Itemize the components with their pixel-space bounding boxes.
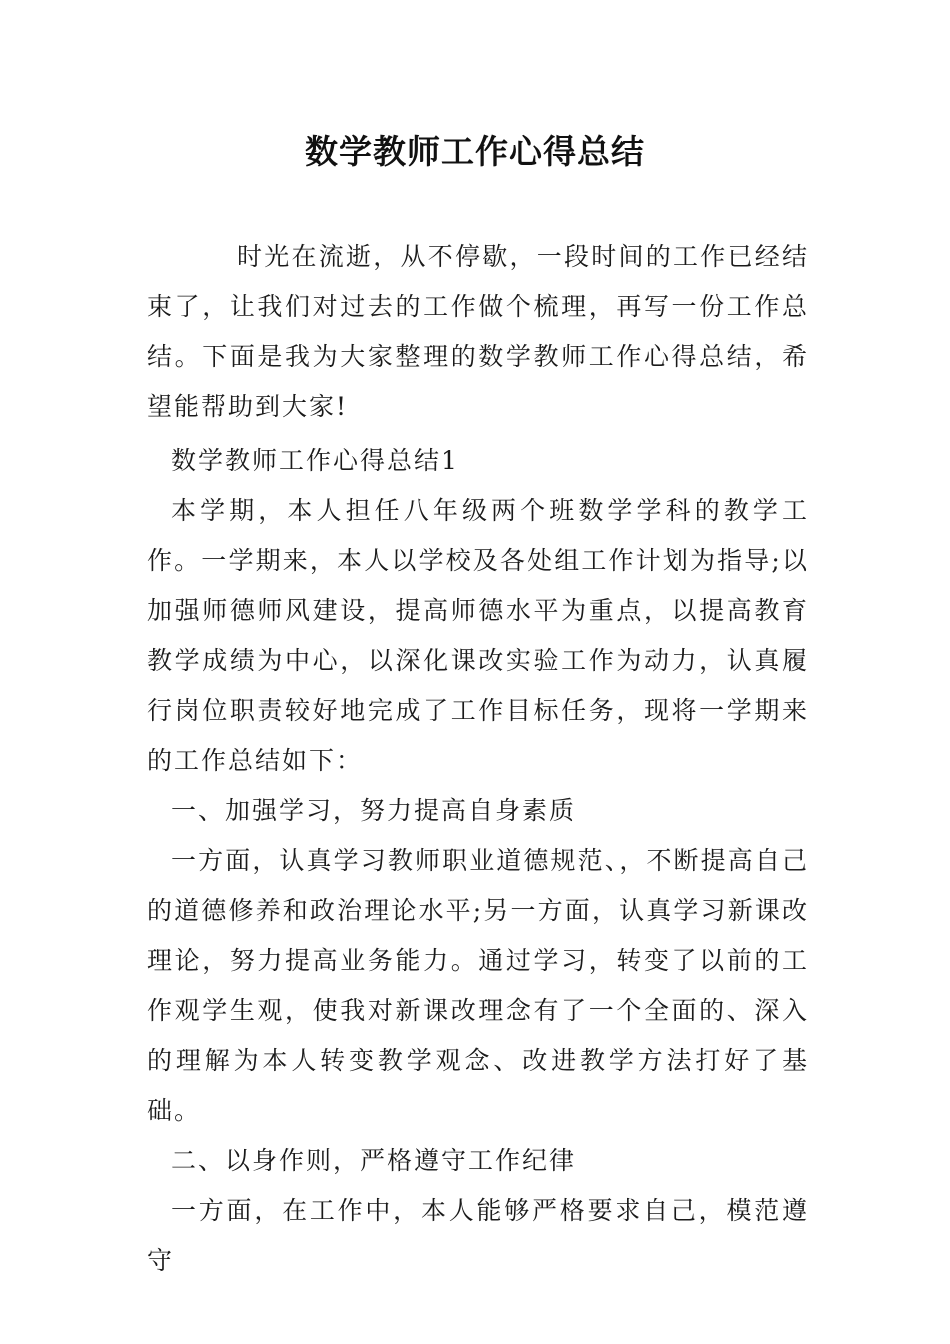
body-paragraph: 本学期，本人担任八年级两个班数学学科的教学工作。一学期来，本人以学校及各处组工作计划为指导;以加强师德师风建设，提高师德水平为重点，以提高教育教学成绩为中心，以深化课改实验工作为动力，认真履行岗位职责较好地完成了工作目标任务，现将一学期来的工作总结如下： [147, 496, 809, 775]
body-paragraph: 一方面，认真学习教师职业道德规范、，不断提高自己的道德修养和政治理论水平;另一方面，认真学习新课改理论，努力提高业务能力。通过学习，转变了以前的工作观学生观，使我对新课改理念有了一个全面的、深入的理解为本人转变教学观念、改进教学方法打好了基础。 [147, 846, 809, 1125]
section-heading-1: 一、加强学习，努力提高自身素质 [171, 796, 577, 825]
document-title: 数学教师工作心得总结 [305, 132, 645, 171]
section-title-summary-1: 数学教师工作心得总结1 [171, 446, 459, 475]
document-body [147, 232, 809, 1286]
body-paragraph: 一方面，在工作中，本人能够严格要求自己，模范遵守 [147, 1196, 809, 1275]
intro-paragraph: 时光在流逝，从不停歇，一段时间的工作已经结束了，让我们对过去的工作做个梳理，再写一份工作总结。下面是我为大家整理的数学教师工作心得总结，希望能帮助到大家! [147, 242, 809, 421]
section-heading-2: 二、以身作则，严格遵守工作纪律 [171, 1146, 577, 1175]
